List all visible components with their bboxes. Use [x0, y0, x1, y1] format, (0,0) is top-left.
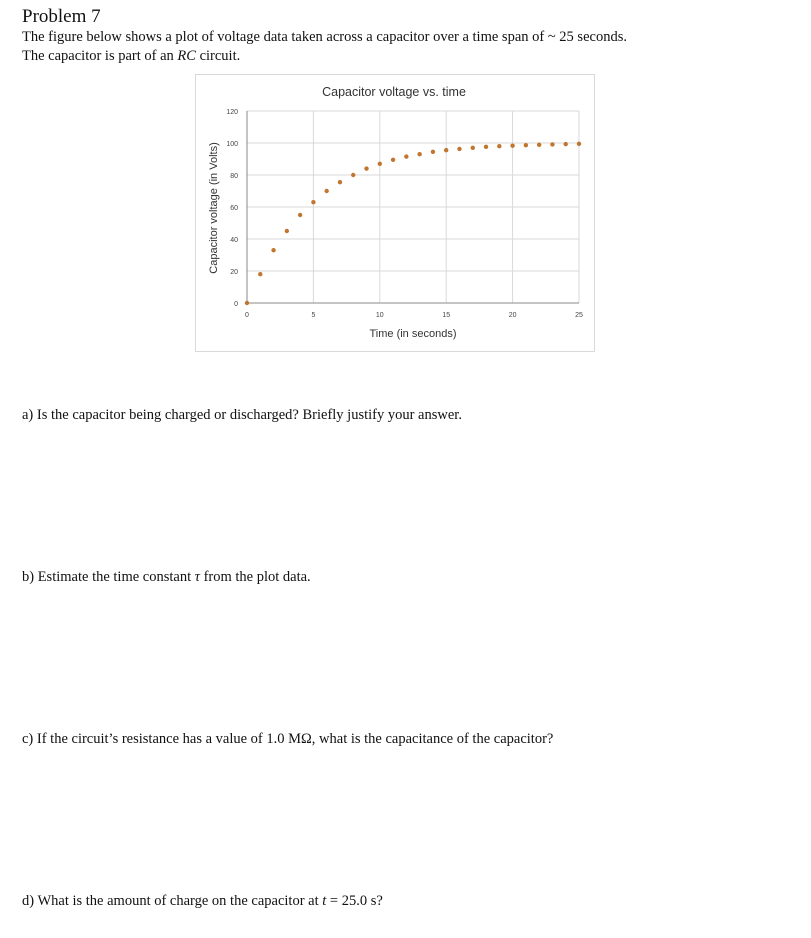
question-b [22, 569, 311, 586]
data-point [471, 146, 475, 150]
intro-line-1: The figure below shows a plot of voltage data taken across a capacitor over a time span of ~ 25 seconds. [22, 29, 627, 45]
problem-title: Problem 7 [22, 6, 101, 27]
x-tick-label: 5 [311, 312, 316, 319]
intro-line-2-end: circuit. [195, 48, 241, 64]
data-point [444, 148, 448, 152]
intro-line-2 [22, 47, 782, 66]
chart-data-points [245, 142, 581, 306]
capacitor-voltage-chart [196, 75, 594, 351]
intro-line-2-start: The capacitor is part of an [22, 48, 178, 64]
chart-container [195, 74, 595, 352]
y-tick-label: 20 [230, 269, 238, 276]
x-tick-label: 0 [245, 312, 249, 319]
y-tick-label: 100 [226, 141, 238, 148]
x-tick-label: 15 [442, 312, 451, 319]
data-point [258, 272, 262, 276]
tau-symbol: τ [194, 569, 200, 585]
data-point [564, 142, 568, 146]
y-tick-label: 120 [226, 109, 238, 116]
chart-gridlines [247, 111, 579, 303]
chart-title: Capacitor voltage vs. time [322, 85, 466, 99]
x-tick-label: 25 [575, 312, 583, 319]
data-point [510, 144, 514, 148]
data-point [524, 143, 528, 147]
y-tick-label: 80 [230, 173, 238, 180]
t-symbol: t [322, 893, 327, 909]
question-d-end: = 25.0 s? [326, 893, 383, 909]
data-point [497, 144, 501, 148]
data-point [311, 200, 315, 204]
x-tick-label: 20 [508, 312, 517, 319]
question-b-end: from the plot data. [199, 569, 311, 585]
question-d [22, 893, 383, 910]
y-tick-label: 0 [234, 301, 238, 308]
data-point [245, 301, 249, 305]
data-point [298, 213, 302, 217]
data-point [364, 166, 368, 170]
question-d-start: d) What is the amount of charge on the capacitor at [22, 893, 323, 909]
question-b-start: b) Estimate the time constant [22, 569, 195, 585]
data-point [431, 150, 435, 154]
data-point [391, 158, 395, 162]
data-point [404, 154, 408, 158]
chart-tick-labels [226, 109, 583, 319]
data-point [338, 180, 342, 184]
data-point [537, 143, 541, 147]
data-point [417, 152, 421, 156]
y-tick-label: 40 [230, 237, 238, 244]
x-axis-label: Time (in seconds) [369, 328, 457, 340]
data-point [550, 142, 554, 146]
data-point [484, 145, 488, 149]
x-tick-label: 10 [375, 312, 384, 319]
y-tick-label: 60 [230, 205, 238, 212]
data-point [457, 147, 461, 151]
data-point [285, 229, 289, 233]
data-point [378, 162, 382, 166]
rc-symbol: RC [177, 48, 196, 64]
data-point [577, 142, 581, 146]
question-c: c) If the circuit’s resistance has a value of 1.0 MΩ, what is the capacitance of the capacitor? [22, 731, 554, 747]
data-point [351, 173, 355, 177]
y-axis-label: Capacitor voltage (in Volts) [208, 142, 220, 274]
data-point [324, 189, 328, 193]
data-point [271, 248, 275, 252]
question-a: a) Is the capacitor being charged or discharged? Briefly justify your answer. [22, 407, 462, 423]
problem-intro [22, 28, 782, 66]
